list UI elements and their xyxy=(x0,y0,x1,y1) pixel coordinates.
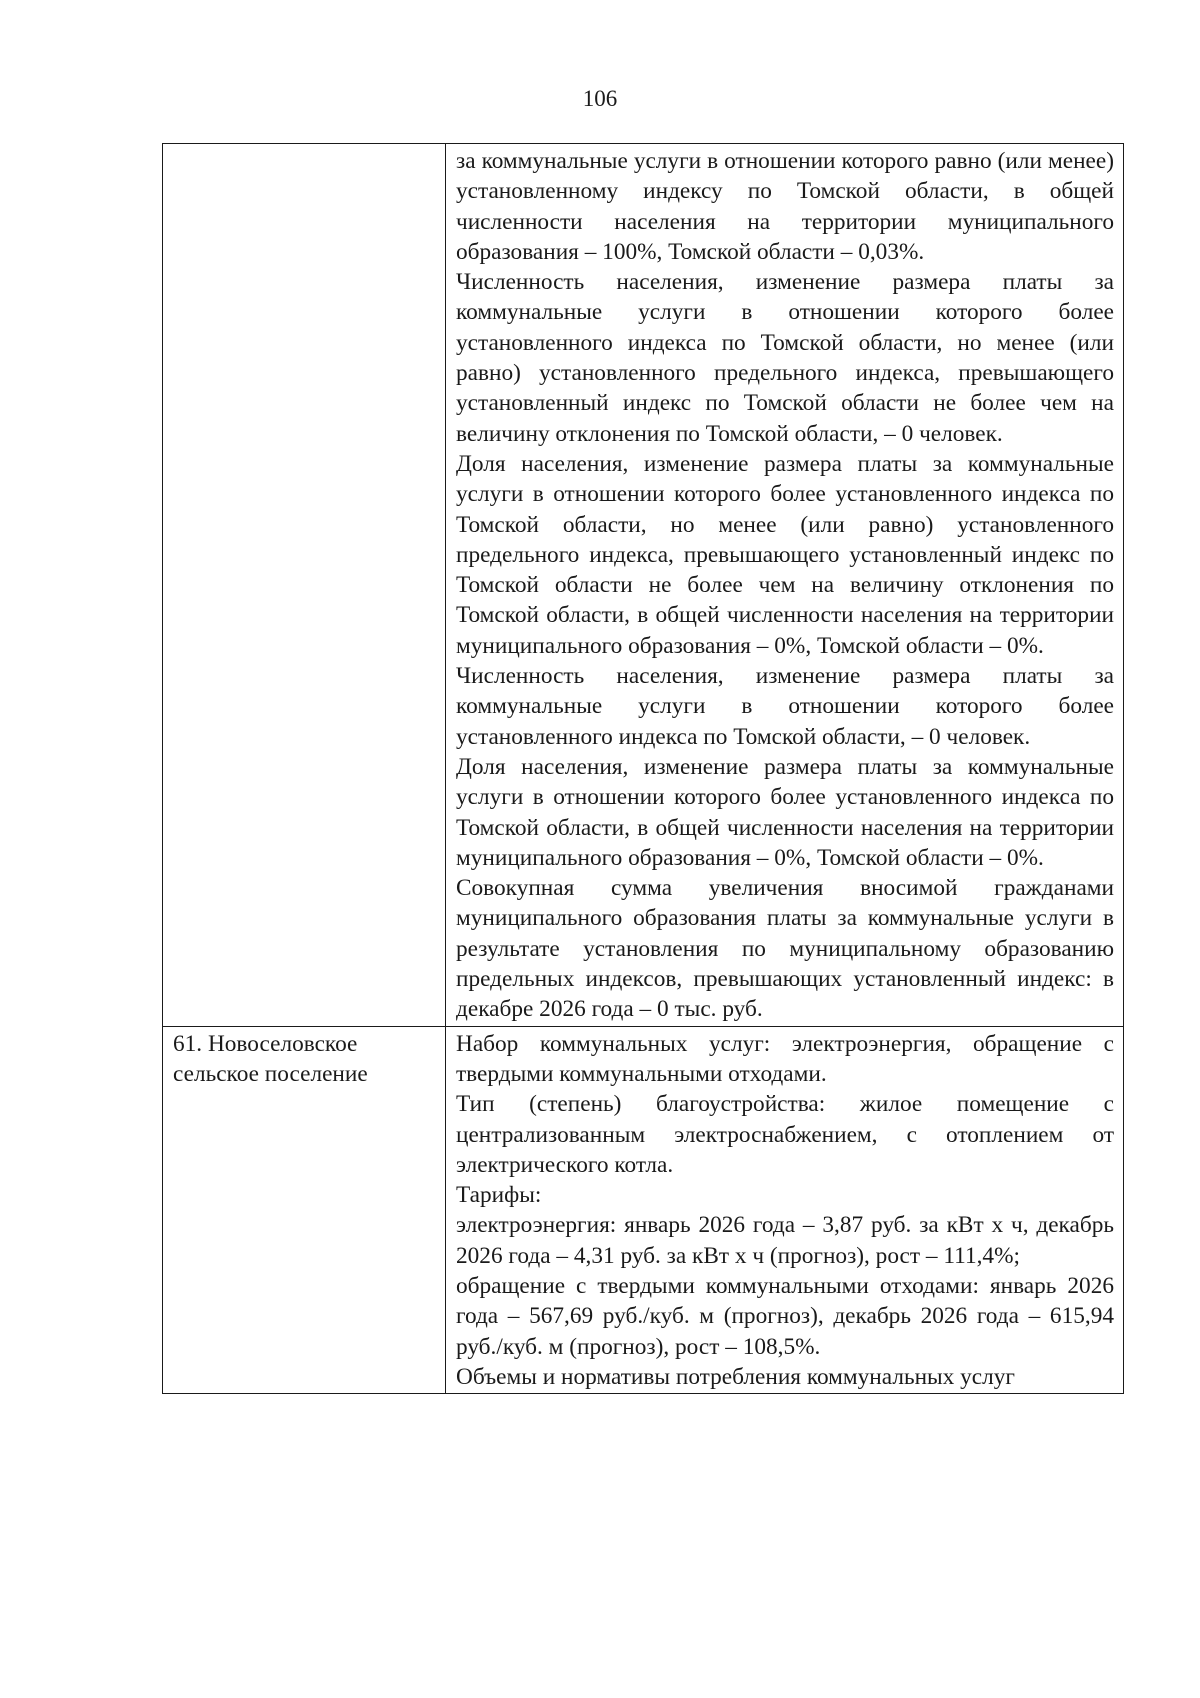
description-paragraph: Объемы и нормативы потребления коммунальных услуг xyxy=(456,1363,1015,1390)
municipality-name-line: сельское поселение xyxy=(173,1060,368,1087)
description-paragraph: Численность населения, изменение размера платы за коммунальные услуги в отношении которого более установленного индекса по Томской области, но менее (или равно) установленного предельного индекса, превышающего установленный индекс по Томской области не более чем на величину отклонения по Томской области, – 0 человек. xyxy=(456,269,1114,447)
description-paragraph: Тарифы: xyxy=(456,1182,542,1209)
municipality-cell xyxy=(163,144,446,1027)
municipality-name-line: 61. Новоселовское xyxy=(173,1030,358,1057)
description-cell xyxy=(446,144,1124,1027)
page-number: 106 xyxy=(582,86,618,111)
description-paragraph: Набор коммунальных услуг: электроэнергия, обращение с твердыми коммунальными отходами. xyxy=(456,1030,1114,1087)
table-row xyxy=(163,144,1124,1027)
table-row xyxy=(163,1026,1124,1394)
description-paragraph: обращение с твердыми коммунальными отходами: январь 2026 года – 567,69 руб./куб. м (прогноз), декабрь 2026 года – 615,94 руб./куб. м (прогноз), рост – 108,5%. xyxy=(456,1272,1114,1360)
description-paragraph: за коммунальные услуги в отношении которого равно (или менее) установленному индексу по Томской области, в общей численности населения на территории муниципального образования – 100%, Томской области – 0,03%. xyxy=(456,148,1114,265)
description-paragraph: Доля населения, изменение размера платы за коммунальные услуги в отношении которого более установленного индекса по Томской области, в общей численности населения на территории муниципального образования – 0%, Томской области – 0%. xyxy=(456,753,1114,871)
description-paragraph: Численность населения, изменение размера платы за коммунальные услуги в отношении которого более установленного индекса по Томской области, – 0 человек. xyxy=(456,663,1114,750)
description-paragraph: Доля населения, изменение размера платы за коммунальные услуги в отношении которого более установленного индекса по Томской области, но менее (или равно) установленного предельного индекса, превышающего установленный индекс по Томской области не более чем на величину отклонения по Томской области, в общей численности населения на территории муниципального образования – 0%, Томской области – 0%. xyxy=(456,450,1114,659)
description-paragraph: электроэнергия: январь 2026 года – 3,87 руб. за кВт х ч, декабрь 2026 года – 4,31 руб. за кВт х ч (прогноз), рост – 111,4%; xyxy=(456,1212,1114,1269)
description-paragraph: Тип (степень) благоустройства: жилое помещение с централизованным электроснабжением, с отоплением от электрического котла. xyxy=(456,1091,1114,1178)
description-cell xyxy=(446,1026,1124,1394)
description-paragraph: Совокупная сумма увеличения вносимой гражданами муниципального образования платы за коммунальные услуги в результате установления по муниципальному образованию предельных индексов, превышающих установленный индекс: в декабре 2026 года – 0 тыс. руб. xyxy=(456,875,1114,1023)
municipal-utilities-table xyxy=(162,143,1124,1394)
municipality-cell xyxy=(163,1026,446,1394)
